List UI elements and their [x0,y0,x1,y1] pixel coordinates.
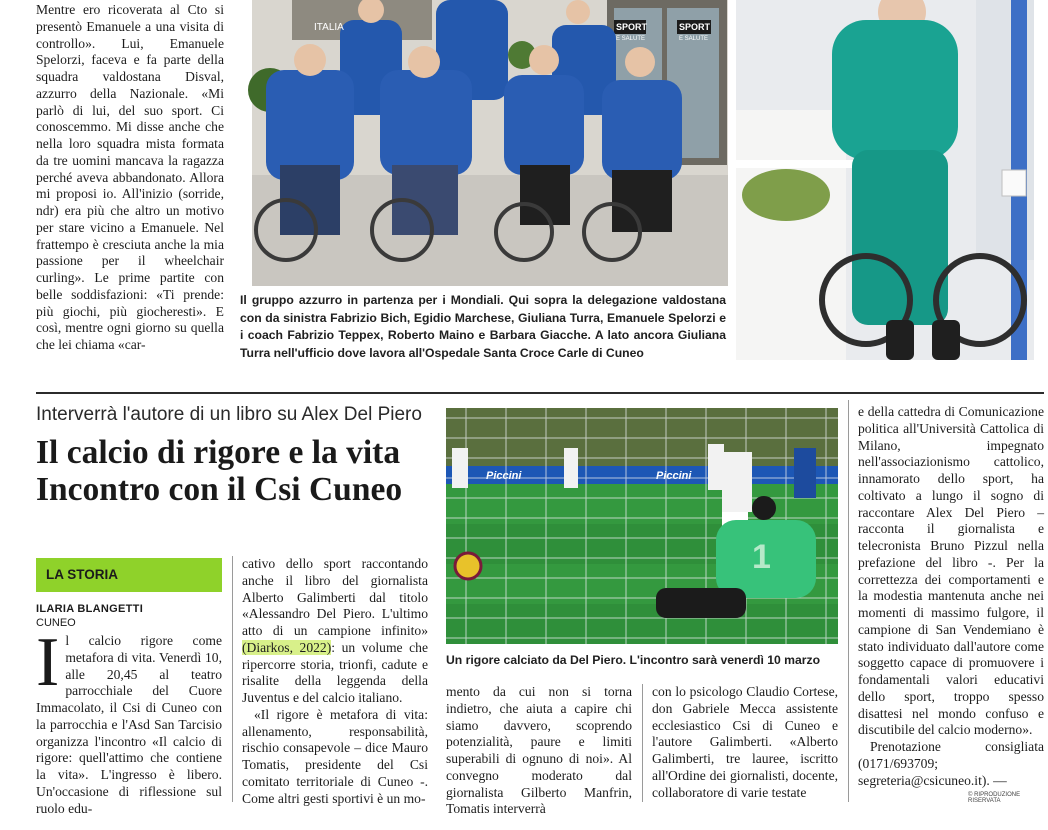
keeper-number: 1 [752,538,771,576]
article-col2-p1-b: : un volume che ripercorre storia, trionfi, cadute e risalite della leggenda della Juventus e del calcio italiano. [242,639,428,705]
publisher-highlight: (Diarkos, 2022) [242,639,332,655]
article-column-5 [858,404,1044,788]
photo-sign-sport-2: SPORT [679,22,711,32]
column-rule-2 [642,684,643,802]
article-separator [36,392,1044,394]
column-rule-1 [232,556,233,802]
article-col1-text: l calcio rigore come metafora di vita. Venerdì 10, alle 20,45 al teatro parrocchiale del Cuore Immacolato, il Csi di Cuneo con la parrocchia e l'Asd San Tarcisio organizza l'incontro «Il calcio di rigore: quell'attimo che contiene la vita». L'ingresso è libero. Un'occasione di riflessione sul ruolo edu- [36,633,222,816]
article-col2-p2: «Il rigore è metafora di vita: allenamento, responsabilità, rischio consapevole – dice Mauro Tomatis, presidente del Csi comitato territoriale di Cuneo -. Come altri gesti sportivi è un mo- [242,706,428,806]
dateline: CUNEO [36,617,76,629]
section-tag [36,558,222,592]
article-column-1 [36,624,222,816]
photo-sign-salute-1: E SALUTE [616,36,646,42]
article-kicker: Interverrà l'autore di un libro su Alex Del Piero [36,404,422,425]
headline-line-1: Il calcio di rigore e la vita [36,434,401,471]
article-col4-text: con lo psicologo Claudio Cortese, don Gabriele Mecca assistente ecclesiastico Csi di Cuneo e l'autore Galimberti. «Alberto Galimberti, tre lauree, iscritto all'Ordine dei giornalisti, docente, collaboratore di varie testate [652,684,838,800]
penalty-photo [446,408,838,644]
photo-sign-italia: ITALIA [314,22,344,33]
article-column-4 [652,684,838,802]
photo-sign-sport-1: SPORT [616,22,648,32]
headline-line-2: Incontro con il Csi Cuneo [36,471,403,508]
article-column-3 [446,684,632,817]
team-photo-caption [240,292,726,362]
penalty-photo-caption [446,652,846,670]
dropcap: I [36,624,60,701]
reproduction-note: © RIPRODUZIONE RISERVATA [968,792,1021,804]
section-tag-label: LA STORIA [46,567,119,582]
office-photo [736,0,1034,360]
article-column-2 [242,556,428,806]
article-headline [36,434,436,508]
article-col5-p1: e della cattedra di Comunicazione politica all'Università Cattolica di Milano, impegnato nell'associazionismo cattolico, innamorato dello sport, ha coltivato a lungo il sogno di raccontare Alex Del Piero – racconta il giornalista e telecronista Bruno Pizzul nella prefazione del libro -. Per la correttezza dei comportamenti e la modestia mantenuta anche nei momenti di massimo fulgore, il campione di San Vendemiano è stato individuato dall'autore come soggetto capace di promuovere i fondamentali valori educativi dello sport, troppo spesso disattesi nel mondo confuso e discutibile del calcio moderno». [858,404,1044,738]
billboard-left: Piccini [486,470,522,482]
photo-sign-salute-2: E SALUTE [679,36,709,42]
article-col2-p1-a: cativo dello sport raccontando anche il libro del giornalista Alberto Galimberti dal titolo «Alessandro Del Piero. L'ultimo atto di un campione infinito» [242,556,428,638]
article-col2-p1 [242,556,428,707]
team-photo [252,0,728,286]
billboard-right: Piccini [656,470,692,482]
article-col5-p2: Prenotazione consigliata (0171/693709; segreteria@csicuneo.it). — [858,739,1044,788]
byline: ILARIA BLANGETTI [36,603,144,615]
article-col3-text: mento da cui non si torna indietro, che aiuta a capire chi siamo davvero, scoprendo potenzialità, paure e limiti superabili di ognuno di noi». Al convegno moderato dal giornalista Gilberto Manfrin, Tomatis interverrà [446,684,632,817]
team-photo-caption-text: Il gruppo azzurro in partenza per i Mondiali. Qui sopra la delegazione valdostana con da sinistra Fabrizio Bich, Egidio Marchese, Giuliana Turra, Emanuele Spelorzi e i coach Fabrizio Teppex, Roberto Maino e Barbara Giacche. A lato ancora Giuliana Turra nell'ufficio dove lavora all'Ospedale Santa Croce Carle di Cuneo [240,293,726,360]
penalty-photo-caption-text: Un rigore calciato da Del Piero. L'incontro sarà venerdì 10 marzo [446,653,821,667]
top-left-text: Mentre ero ricoverata al Cto si presentò Emanuele a una visita di controllo». Lui, Emanuele Spelorzi, faceva e fa parte della squadra valdostana Disval, azzurro della Nazionale. «Mi parlò di lui, del suo sport. Ci conoscemmo. Mi disse anche che nella loro squadra mista formata da tre uomini mancava la ragazza perché aveva abbandonato. Allora mi proposi io. All'inizio (sorride, ndr) era più che altro un motivo per stare vicino a Emanuele. Nel frattempo è cresciuta anche la mia passione per il wheelchair curling». Le prime partite con belle soddisfazioni: «Ti prende: più giochi, più giocheresti». E così, mentre ogni giorno su quella che lei chiama «car- [36,2,224,352]
top-left-column [36,2,224,360]
column-rule-3 [848,400,849,802]
